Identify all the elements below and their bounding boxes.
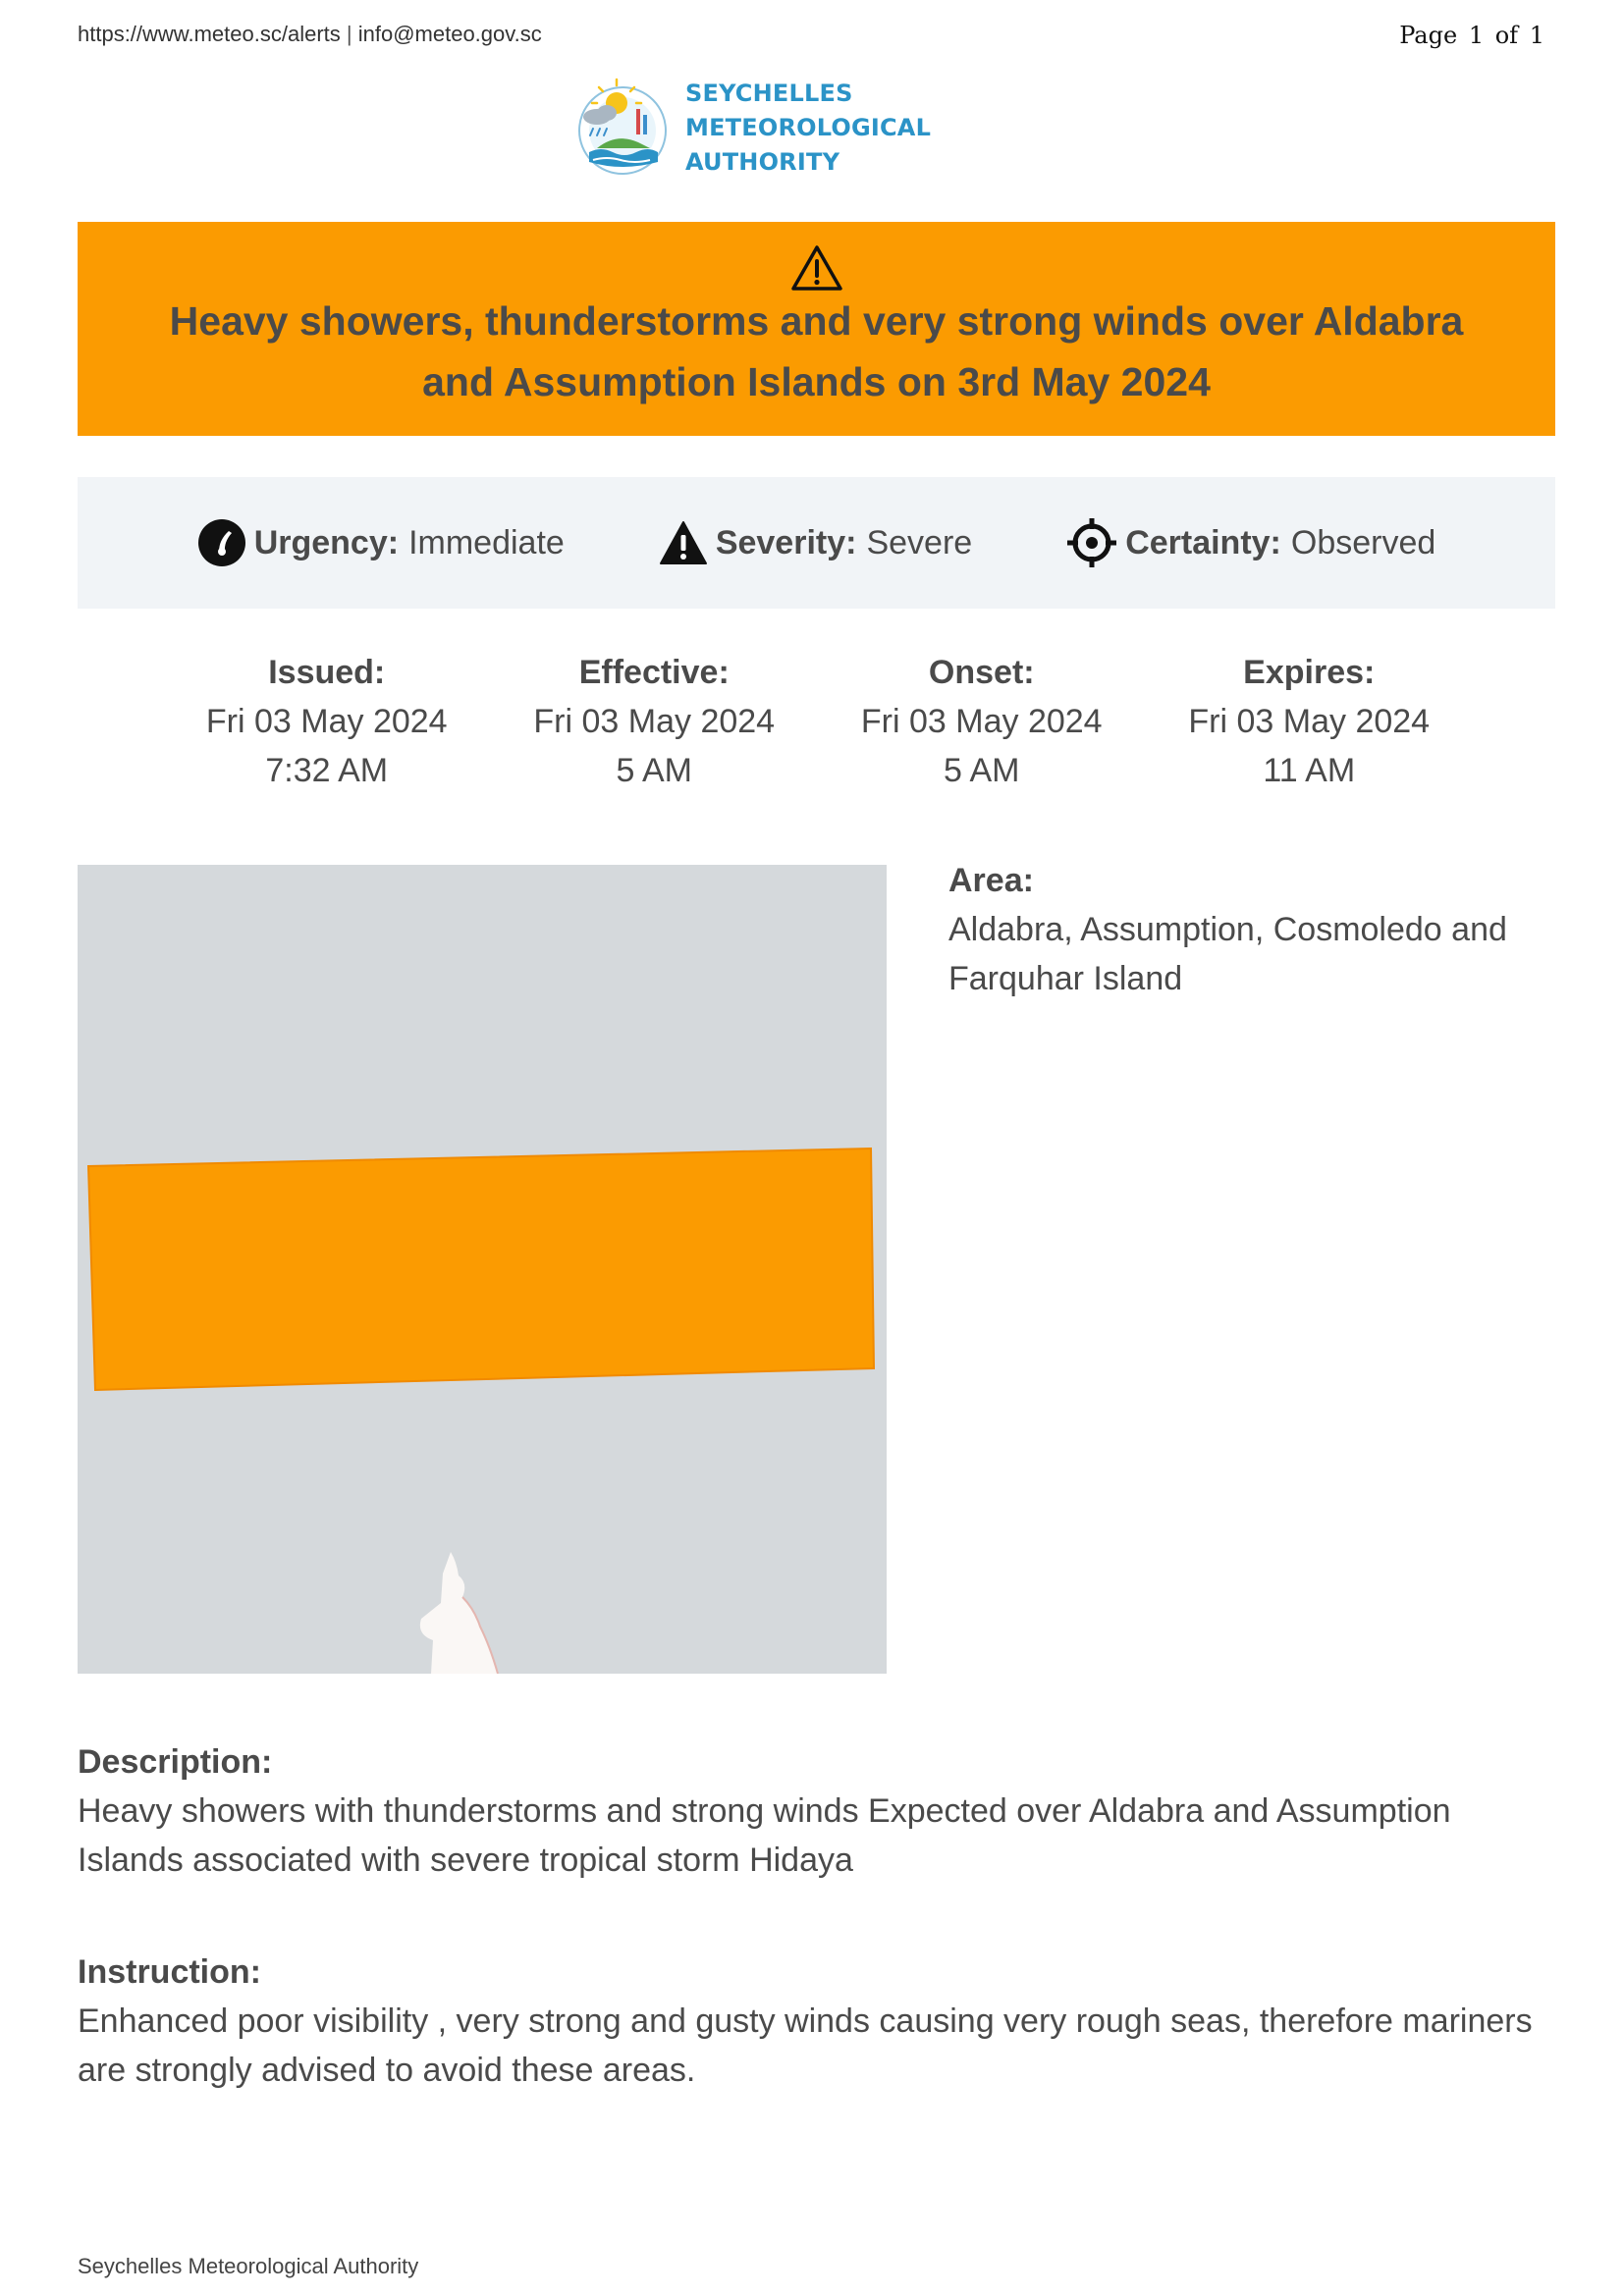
page-number xyxy=(1397,22,1546,49)
sma-logo xyxy=(568,71,1068,185)
description-section xyxy=(78,1737,1555,1885)
page-current: 1 xyxy=(1468,22,1485,49)
alert-area-polygon xyxy=(88,1148,874,1390)
island-landmass xyxy=(420,1552,498,1674)
urgency-label: Urgency: xyxy=(253,523,400,561)
alert-meta-bar xyxy=(78,477,1555,609)
date-label: Issued: xyxy=(268,654,386,691)
logo-line-2: AUTHORITY xyxy=(685,147,840,176)
area-value: Aldabra, Assumption, Cosmoledo and Farquhar Island xyxy=(948,911,1507,997)
description-label: Description: xyxy=(78,1743,273,1781)
area-label: Area: xyxy=(948,862,1034,899)
effective-date xyxy=(491,648,819,795)
date-value: Fri 03 May 2024 xyxy=(205,703,448,740)
severity-value: Severe xyxy=(866,523,973,561)
date-value: Fri 03 May 2024 xyxy=(533,703,776,740)
date-label: Effective: xyxy=(578,654,730,691)
severity-item xyxy=(659,520,972,565)
crosshair-icon xyxy=(1066,517,1117,568)
time-value: 5 AM xyxy=(616,752,692,789)
urgency-item xyxy=(197,518,565,567)
time-value: 11 AM xyxy=(1263,752,1356,789)
urgency-value: Immediate xyxy=(408,523,565,561)
severity-label: Severity: xyxy=(715,523,857,561)
certainty-item xyxy=(1066,517,1435,568)
time-value: 7:32 AM xyxy=(265,752,389,789)
alerts-url-link[interactable]: https://www.meteo.sc/alerts xyxy=(78,22,341,46)
map-canvas xyxy=(78,865,887,1674)
page-word: Page xyxy=(1399,22,1458,49)
date-label: Expires: xyxy=(1243,654,1376,691)
alert-area-map xyxy=(78,865,887,1674)
instruction-section xyxy=(78,1948,1555,2095)
page-of: of xyxy=(1494,22,1519,49)
warning-filled-icon xyxy=(659,520,708,565)
alert-dates xyxy=(163,648,1473,795)
area-section xyxy=(948,856,1538,1003)
contact-email-link[interactable]: info@meteo.gov.sc xyxy=(357,22,542,46)
instruction-label: Instruction: xyxy=(78,1953,261,1991)
alert-title: Heavy showers, thunderstorms and very strong winds over Aldabra and Assumption Islands on 3rd May 2024 xyxy=(169,298,1464,404)
time-value: 5 AM xyxy=(944,752,1020,789)
onset-date xyxy=(818,648,1146,795)
page-total: 1 xyxy=(1529,22,1544,49)
instruction-text: Enhanced poor visibility , very strong and gusty winds causing very rough seas, therefore mariners are strongly advised to avoid these areas. xyxy=(78,2002,1533,2089)
date-label: Onset: xyxy=(928,654,1035,691)
sma-seal-icon xyxy=(568,74,676,182)
alert-banner xyxy=(78,222,1555,436)
page-footer: Seychelles Meteorological Authority xyxy=(78,2254,419,2278)
date-value: Fri 03 May 2024 xyxy=(860,703,1103,740)
date-value: Fri 03 May 2024 xyxy=(1188,703,1431,740)
page-header-url xyxy=(78,22,542,47)
issued-date xyxy=(163,648,491,795)
logo-line-1: SEYCHELLES METEOROLOGICAL xyxy=(685,79,932,141)
certainty-label: Certainty: xyxy=(1125,523,1281,561)
expires-date xyxy=(1146,648,1474,795)
gauge-icon xyxy=(197,518,246,567)
header-separator: | xyxy=(346,22,352,46)
certainty-value: Observed xyxy=(1290,523,1436,561)
description-text: Heavy showers with thunderstorms and strong winds Expected over Aldabra and Assumption Islands associated with severe tropical storm Hidaya xyxy=(78,1792,1451,1879)
warning-triangle-icon xyxy=(790,243,843,293)
